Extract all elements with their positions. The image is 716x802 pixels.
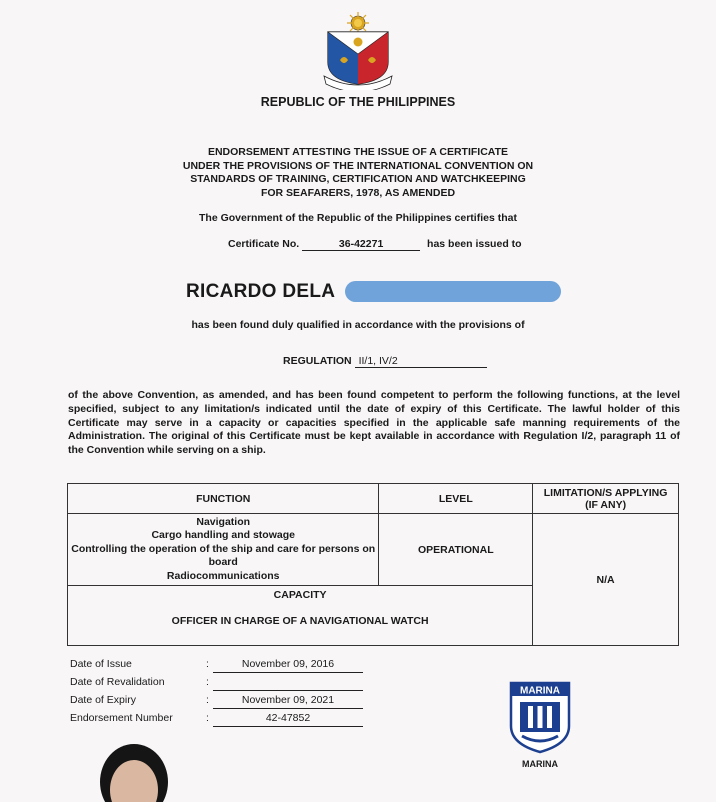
date-of-expiry-value: November 09, 2021	[213, 691, 363, 709]
marina-logo-text: MARINA	[520, 685, 560, 697]
capacity-value: OFFICER IN CHARGE OF A NAVIGATIONAL WATCH	[171, 615, 429, 627]
republic-heading: REPUBLIC OF THE PHILIPPINES	[260, 95, 456, 109]
function-item: Navigation	[196, 515, 251, 528]
function-header: FUNCTION	[68, 484, 379, 514]
endorsement-number-value: 42-47852	[213, 709, 363, 727]
date-of-issue-label: Date of Issue	[70, 658, 132, 670]
qualified-statement: has been found duly qualified in accordance with the provisions of	[191, 319, 525, 331]
certificate-number-label: Certificate No.	[228, 238, 300, 250]
level-header: LEVEL	[379, 484, 533, 514]
date-of-revalidation-value	[213, 673, 363, 691]
function-item: Cargo handling and stowage	[151, 529, 295, 542]
function-item: Radiocommunications	[166, 569, 280, 582]
marina-logo	[508, 680, 572, 754]
limitation-cell: N/A	[533, 514, 679, 646]
functions-cell	[68, 514, 379, 586]
holder-photo	[98, 742, 170, 802]
endorsement-line: UNDER THE PROVISIONS OF THE INTERNATIONAL CONVENTION ON	[182, 159, 534, 172]
functions-table	[67, 483, 679, 646]
issued-to-text: has been issued to	[427, 238, 522, 250]
endorsement-line: FOR SEAFARERS, 1978, AS AMENDED	[260, 186, 456, 199]
date-colons: : : : :	[206, 658, 209, 724]
capacity-label: CAPACITY	[273, 589, 327, 601]
endorsement-line: STANDARDS OF TRAINING, CERTIFICATION AND WATCHKEEPING	[190, 173, 526, 185]
certificate-number-value: 36-42271	[302, 238, 420, 251]
date-of-issue-value: November 09, 2016	[213, 655, 363, 673]
endorsement-line: ENDORSEMENT ATTESTING THE ISSUE OF A CERTIFICATE	[207, 146, 509, 158]
level-cell: OPERATIONAL	[379, 514, 533, 586]
regulation-value: II/1, IV/2	[355, 355, 487, 368]
limitation-header: LIMITATION/S APPLYING (IF ANY)	[533, 484, 679, 514]
function-item: Controlling the operation of the ship and care for persons on board	[71, 542, 376, 569]
endorsement-title	[0, 146, 716, 200]
date-of-revalidation-label: Date of Revalidation	[70, 676, 165, 688]
date-values	[213, 655, 363, 727]
certifies-statement: The Government of the Republic of the Philippines certifies that	[199, 212, 517, 224]
competence-paragraph: of the above Convention, as amended, and has been found competent to perform the following functions, at the level specified, subject to any limitation/s indicated until the date of expiry of this Certificate. The lawful holder of this Certificate may serve in a capacity or capacities specified in the applicable safe manning requirements of the Administration. The original of this Certificate must be kept available in accordance with Regulation I/2, paragraph 11 of the Convention while serving on a ship.	[68, 389, 680, 457]
certificate-number-line	[228, 238, 522, 251]
date-labels	[70, 655, 173, 727]
regulation-line	[283, 355, 487, 368]
marina-label: MARINA	[522, 759, 558, 769]
redaction-bar	[345, 281, 561, 302]
regulation-label: REGULATION	[283, 355, 352, 367]
date-of-expiry-label: Date of Expiry	[70, 694, 136, 706]
holder-name: RICARDO DELA	[186, 281, 336, 302]
coat-of-arms-seal	[320, 10, 396, 90]
capacity-cell	[68, 586, 533, 646]
endorsement-number-label: Endorsement Number	[70, 712, 173, 724]
